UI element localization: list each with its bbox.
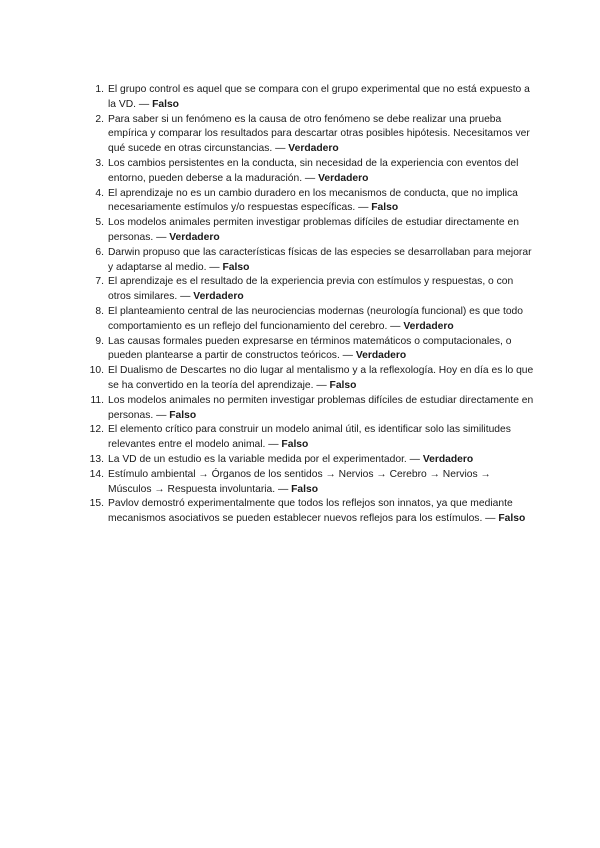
statement-number: 12.	[89, 424, 104, 436]
statement-number: 7.	[95, 276, 104, 288]
statement-number: 4.	[95, 187, 104, 199]
statement-number: 5.	[95, 217, 104, 229]
statement-answer: Verdadero	[422, 453, 474, 465]
statement-answer: Falso	[329, 379, 357, 391]
statement-answer: Verdadero	[403, 320, 454, 332]
statement-5	[87, 216, 537, 246]
statement-text: El aprendizaje es el resultado de la experiencia previa con estímulos y respuestas, o con otros similares. —	[108, 276, 514, 303]
statement-6	[87, 246, 537, 276]
statement-answer: Verdadero	[193, 291, 244, 303]
statement-3	[87, 157, 537, 187]
statement-14	[87, 468, 537, 498]
statement-text: Las causas formales pueden expresarse en términos matemáticos o computacionales, o pueden plantearse a partir de constructos teóricos. —	[108, 335, 512, 362]
statement-number: 2.	[95, 113, 104, 125]
statement-answer: Verdadero	[318, 172, 369, 184]
statement-4	[87, 187, 537, 217]
statement-answer: Falso	[498, 513, 526, 525]
statement-number: 6.	[95, 246, 104, 258]
statement-15	[87, 497, 537, 527]
statement-text: El planteamiento central de las neurociencias modernas (neurología funcional) es que todo comportamiento es un reflejo del funcionamiento del cerebro. —	[108, 305, 523, 332]
statement-answer: Falso	[152, 98, 179, 110]
statement-answer: Falso	[281, 439, 309, 451]
statement-answer: Falso	[222, 261, 250, 273]
statement-text: Los modelos animales permiten investigar problemas difíciles de estudiar directamente en personas. —	[108, 217, 519, 243]
statement-text: La VD de un estudio es la variable medida por el experimentador. —	[108, 453, 423, 465]
statement-answer: Verdadero	[288, 143, 339, 155]
statement-12	[87, 423, 537, 453]
statement-answer: Falso	[169, 409, 197, 421]
statement-text: Los modelos animales no permiten investigar problemas difíciles de estudiar directamente en personas. —	[108, 394, 534, 421]
statement-number: 15.	[89, 498, 104, 510]
statement-number: 9.	[95, 335, 104, 347]
statement-text: Los cambios persistentes en la conducta, sin necesidad de la experiencia con eventos del entorno, pueden deberse a la maduración. —	[108, 157, 519, 184]
statement-answer: Verdadero	[169, 231, 220, 243]
statement-13	[87, 453, 537, 468]
statement-11	[87, 394, 537, 424]
statement-7	[87, 275, 537, 305]
statement-number: 8.	[95, 305, 104, 317]
statement-number: 13.	[89, 453, 104, 465]
statement-text: Darwin propuso que las características físicas de las especies se desarrollaban para mejorar y adaptarse al medio. —	[108, 246, 532, 273]
statement-answer: Verdadero	[355, 350, 407, 362]
statement-text: Estímulo ambiental → Órganos de los sentidos → Nervios → Cerebro → Nervios → Músculos → Respuesta involuntaria. —	[108, 468, 491, 495]
statement-2	[87, 113, 537, 157]
statement-number: 14.	[89, 468, 104, 480]
statement-text: Para saber si un fenómeno es la causa de otro fenómeno se debe realizar una prueba empírica y comparar los resultados para descartar otras posibles hipótesis. Necesitamos ver qué sucede en otras circunstancias. —	[108, 113, 530, 155]
statement-number: 1.	[95, 84, 104, 95]
true-false-list	[87, 83, 537, 527]
statement-text: El aprendizaje no es un cambio duradero en los mecanismos de conducta, que no implica necesariamente estímulos y/o respuestas específicas. —	[108, 187, 518, 214]
statement-answer: Falso	[291, 483, 319, 495]
statement-text: El grupo control es aquel que se compara con el grupo experimental que no está expuesto a la VD. —	[108, 84, 530, 110]
statement-text: Pavlov demostró experimentalmente que todos los reflejos son innatos, ya que mediante mecanismos asociativos se pueden establecer nuevos reflejos para los estímulos. —	[108, 498, 513, 525]
statement-text: El elemento crítico para construir un modelo animal útil, es identificar solo las similitudes relevantes entre el modelo animal. —	[108, 424, 511, 451]
statement-answer: Falso	[371, 202, 399, 214]
statement-number: 11.	[90, 394, 104, 406]
statement-number: 3.	[95, 157, 104, 169]
statement-1	[87, 83, 537, 113]
statement-9	[87, 335, 537, 365]
statement-8	[87, 305, 537, 335]
statement-number: 10.	[89, 365, 104, 377]
statement-10	[87, 364, 537, 394]
statement-text: El Dualismo de Descartes no dio lugar al mentalismo y a la reflexología. Hoy en día es lo que se ha convertido en la teoría del aprendizaje. —	[108, 365, 534, 391]
